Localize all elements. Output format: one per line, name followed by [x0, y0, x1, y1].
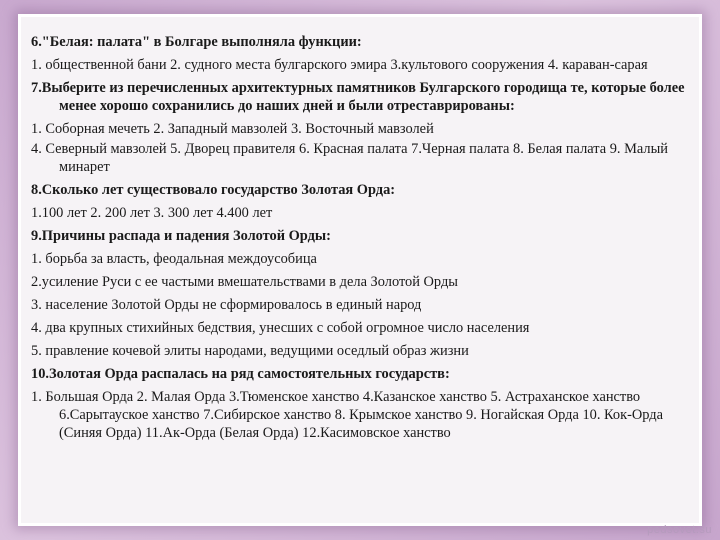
answers-10: 1. Большая Орда 2. Малая Орда 3.Тюменское ханство 4.Казанское ханство 5. Астраханское ханство 6.Сарытауское ханство 7.Сибирское ханство 8. Крымское ханство 9. Ногайская Орда 10. Кок-Орда (Синяя Орда) 11.Ак-Орда (Белая Орда) 12.Касимовское ханство: [31, 389, 664, 441]
answer-9-1: 1. борьба за власть, феодальная междоусобица: [31, 251, 317, 267]
question-9: 9.Причины распада и падения Золотой Орды:: [31, 228, 331, 244]
answer-9-5: 5. правление кочевой элиты народами, ведущими оседлый образ жизни: [31, 343, 469, 359]
answers-8: 1.100 лет 2. 200 лет 3. 300 лет 4.400 лет: [31, 205, 273, 221]
question-6: 6."Белая: палата" в Болгаре выполняла функции:: [31, 34, 362, 50]
watermark-logo: pedsovet.su: [647, 524, 712, 536]
answers-7-part2: 4. Северный мавзолей 5. Дворец правителя 6. Красная палата 7.Черная палата 8. Белая палата 9. Малый минарет: [31, 141, 668, 175]
question-8: 8.Сколько лет существовало государство Золотая Орда:: [31, 182, 396, 198]
question-7: 7.Выберите из перечисленных архитектурных памятников Булгарского городища те, которые более менее хорошо сохранились до наших дней и были отреставрированы:: [31, 80, 685, 114]
answer-9-4: 4. два крупных стихийных бедствия, унесших с собой огромное число населения: [31, 320, 530, 336]
answers-6: 1. общественной бани 2. судного места булгарского эмира 3.культового сооружения 4. караван-сарая: [31, 57, 648, 73]
answer-9-3: 3. население Золотой Орды не сформировалось в единый народ: [31, 297, 422, 313]
question-10: 10.Золотая Орда распалась на ряд самостоятельных государств:: [31, 366, 450, 382]
answers-7-part1: 1. Соборная мечеть 2. Западный мавзолей 3. Восточный мавзолей: [31, 121, 434, 137]
answer-9-2: 2.усиление Руси с ее частыми вмешательствами в дела Золотой Орды: [31, 274, 458, 290]
quiz-text: [31, 33, 693, 447]
slide: [18, 14, 702, 526]
